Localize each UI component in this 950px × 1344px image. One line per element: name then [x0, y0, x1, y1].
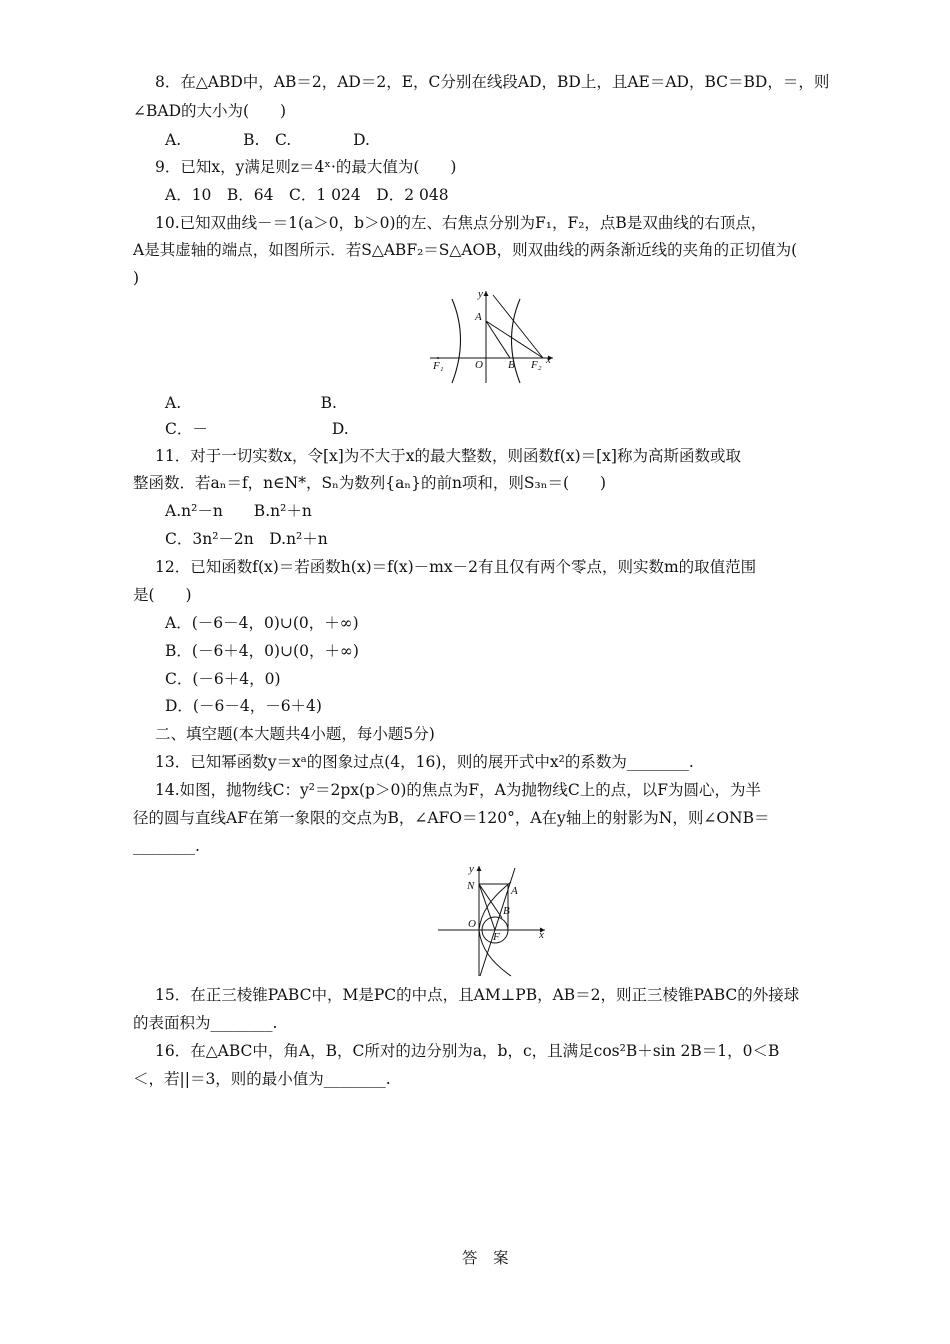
q10-line3: ) — [133, 269, 140, 287]
q14-line1: 14.如图，抛物线C：y²＝2px(p＞0)的焦点为F，A为抛物线C上的点，以F为圆心，为半 — [155, 781, 761, 799]
q12-line1: 12．已知函数f(x)＝若函数h(x)＝f(x)－mx－2有且仅有两个零点，则实数m的取值范围 — [155, 558, 757, 576]
q11-line2: 整函数．若aₙ＝f，n∈N*，Sₙ为数列{aₙ}的前n项和，则S₃ₙ＝( ) — [133, 474, 607, 492]
fig14-N-label: N — [467, 880, 475, 892]
fig10-y-label: y — [478, 288, 483, 300]
q14-line3: ________. — [133, 837, 200, 855]
q10-choices2: C．－ D. — [165, 420, 349, 438]
q11-choices2: C．3n²－2n D.n²＋n — [165, 530, 328, 548]
q15-line1: 15．在正三棱锥PABC中，M是PC的中点，且AM⊥PB，AB＝2，则正三棱锥PABC的外接球 — [155, 986, 800, 1004]
section2-heading: 二、填空题(本大题共4小题，每小题5分) — [155, 725, 435, 743]
q12-option-a: A．(－6－4，0)∪(0，＋∞) — [165, 614, 359, 632]
fig14-x-label: x — [539, 929, 544, 941]
q10-line2: A是其虚轴的端点，如图所示．若S△ABF₂＝S△AOB，则双曲线的两条渐近线的夹角的正切值为( — [133, 241, 798, 259]
parabola-figure — [435, 860, 550, 978]
fig10-B-label: B — [508, 359, 515, 371]
fig14-O-label: O — [468, 918, 476, 930]
q16-line1: 16．在△ABC中，角A，B，C所对的边分别为a，b，c，且满足cos²B＋sin 2B＝1，0＜B — [155, 1042, 780, 1060]
fig10-A-label: A — [475, 311, 482, 323]
fig10-x-label: x — [546, 354, 551, 366]
fig14-B-label: B — [503, 905, 510, 917]
q14-line2: 径的圆与直线AF在第一象限的交点为B，∠AFO＝120°，A在y轴上的射影为N，则∠ONB＝ — [133, 809, 770, 827]
q11-choices1: A.n²－n B.n²＋n — [165, 502, 312, 520]
q12-option-c: C．(－6＋4，0) — [165, 670, 281, 688]
q9-choices: A．10 B．64 C．1 024 D．2 048 — [165, 186, 449, 204]
q16-line2: ＜，若||＝3，则的最小值为________. — [133, 1070, 391, 1088]
q10-line1: 10.已知双曲线－＝1(a＞0，b＞0)的左、右焦点分别为F₁，F₂，点B是双曲线的右顶点， — [155, 214, 767, 232]
fig10-F2-label: F₂ — [531, 359, 542, 371]
q10-choices1: A. B. — [165, 394, 337, 412]
q9-line1: 9．已知x，y满足则z＝4ˣ·的最大值为( ) — [155, 158, 457, 176]
q8-choices: A. B. C. D. — [165, 131, 370, 149]
q12-option-d: D．(－6－4，－6＋4) — [165, 697, 322, 715]
fig10-F1-label: F₁ — [433, 360, 444, 372]
q8-line2: ∠BAD的大小为( ) — [133, 102, 287, 120]
fig10-O-label: O — [475, 359, 483, 371]
q12-line2: 是( ) — [133, 586, 192, 604]
q8-line1: 8．在△ABD中，AB＝2，AD＝2，E，C分别在线段AD，BD上，且AE＝AD，BC＝BD，＝，则 — [155, 73, 830, 91]
q13-line1: 13．已知幂函数y＝xᵃ的图象过点(4，16)，则的展开式中x²的系数为________. — [155, 753, 694, 771]
answer-heading: 答 案 — [462, 1249, 509, 1267]
q12-option-b: B．(－6＋4，0)∪(0，＋∞) — [165, 642, 359, 660]
q15-line2: 的表面积为________. — [133, 1014, 278, 1032]
q11-line1: 11．对于一切实数x，令[x]为不大于x的最大整数，则函数f(x)＝[x]称为高斯函数或取 — [155, 447, 741, 465]
fig14-y-label: y — [469, 863, 474, 875]
fig14-A-label: A — [511, 885, 518, 897]
hyperbola-figure — [425, 287, 560, 387]
fig14-F-label: F — [493, 931, 500, 943]
